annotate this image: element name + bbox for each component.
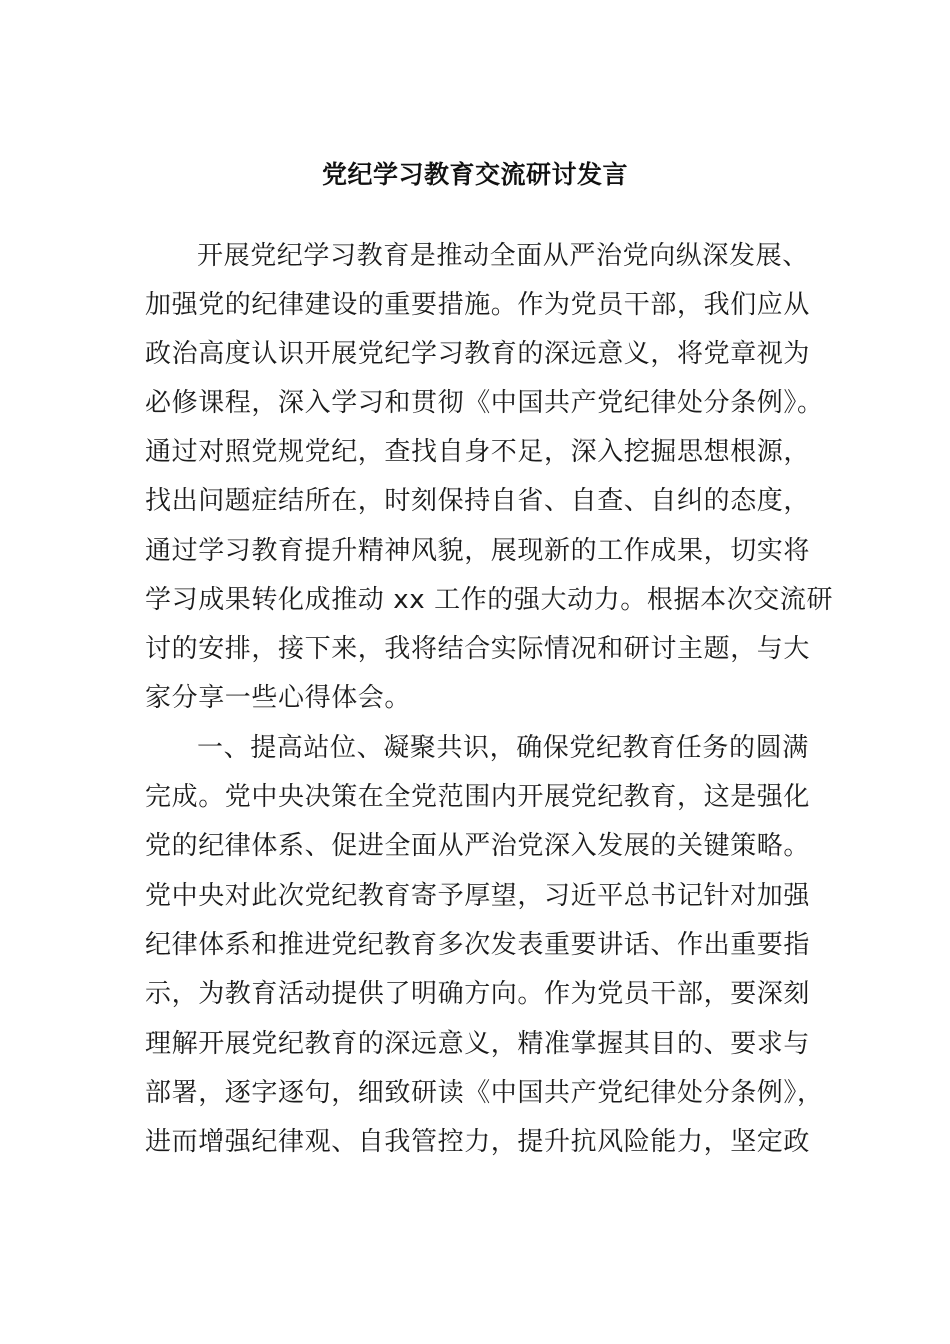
paragraph-2-line-9: 进而增强纪律观、自我管控力，提升抗风险能力，坚定政: [145, 1127, 811, 1157]
paragraph-1-line-10: 家分享一些心得体会。: [145, 683, 412, 713]
paragraph-1-line-8: 学习成果转化成推动 xx 工作的强大动力。根据本次交流研: [145, 585, 834, 615]
paragraph-2-line-1: 一、提高站位、凝聚共识，确保党纪教育任务的圆满: [197, 733, 809, 763]
paragraph-1-line-1: 开展党纪学习教育是推动全面从严治党向纵深发展、: [197, 241, 809, 271]
paragraph-2-line-8: 部署，逐字逐句，细致研读《中国共产党纪律处分条例》，: [145, 1078, 824, 1108]
paragraph-1-line-9: 讨的安排，接下来，我将结合实际情况和研讨主题，与大: [145, 634, 811, 664]
paragraph-1-line-6: 找出问题症结所在，时刻保持自省、自查、自纠的态度，: [145, 486, 811, 516]
paragraph-1-line-7: 通过学习教育提升精神风貌，展现新的工作成果，切实将: [145, 536, 811, 566]
paragraph-2-line-4: 党中央对此次党纪教育寄予厚望，习近平总书记针对加强: [145, 881, 811, 911]
document-title: 党纪学习教育交流研讨发言: [321, 160, 628, 189]
paragraph-1-line-5: 通过对照党规党纪，查找自身不足，深入挖掘思想根源，: [145, 437, 811, 467]
paragraph-1-line-3: 政治高度认识开展党纪学习教育的深远意义，将党章视为: [145, 339, 811, 369]
paragraph-1-line-2: 加强党的纪律建设的重要措施。作为党员干部，我们应从: [145, 290, 811, 320]
paragraph-2-line-2: 完成。党中央决策在全党范围内开展党纪教育，这是强化: [145, 782, 811, 812]
paragraph-2-line-7: 理解开展党纪教育的深远意义，精准掌握其目的、要求与: [145, 1029, 811, 1059]
paragraph-1-line-4: 必修课程，深入学习和贯彻《中国共产党纪律处分条例》。: [145, 388, 824, 418]
paragraph-2-line-5: 纪律体系和推进党纪教育多次发表重要讲话、作出重要指: [145, 930, 811, 960]
paragraph-2-line-3: 党的纪律体系、促进全面从严治党深入发展的关键策略。: [145, 831, 811, 861]
paragraph-2-line-6: 示，为教育活动提供了明确方向。作为党员干部，要深刻: [145, 979, 811, 1009]
